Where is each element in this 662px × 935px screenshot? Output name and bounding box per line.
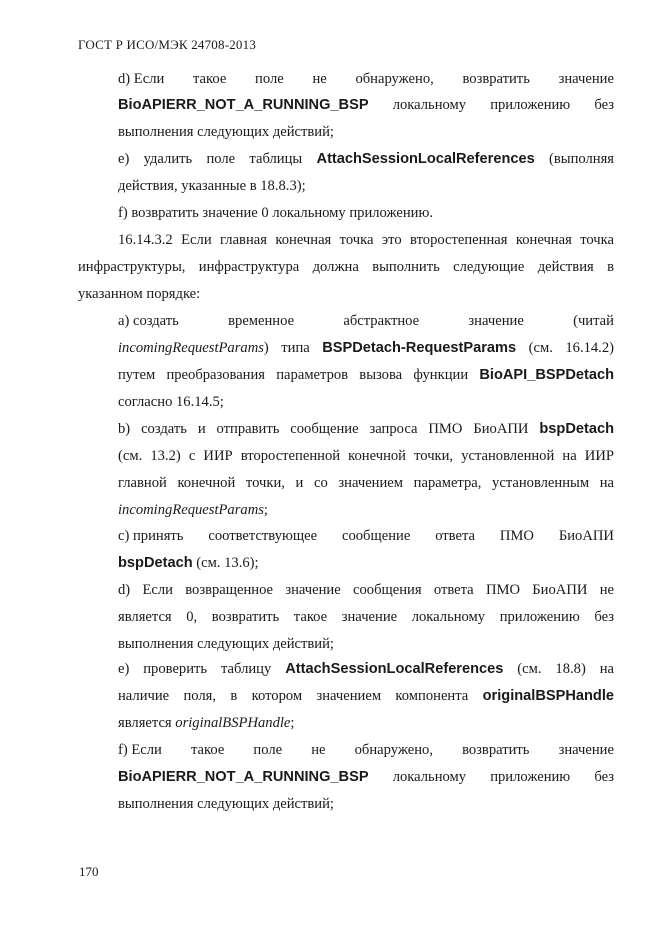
table-name: AttachSessionLocalReferences [316, 151, 535, 167]
line-c-1: c) принять соответствующее сообщение ответа ПМО БиоАПИ [118, 528, 614, 544]
line-b-1: b) создать и отправить сообщение запроса ПМО БиоАПИ bspDetach [118, 421, 614, 437]
error-code: BioAPIERR_NOT_A_RUNNING_BSP [118, 97, 369, 113]
function-name: BioAPI_BSPDetach [479, 367, 614, 383]
error-code: BioAPIERR_NOT_A_RUNNING_BSP [118, 769, 369, 785]
line-b-2: (см. 13.2) с ИИР второстепенной конечной точки, установленной на ИИР [118, 448, 614, 464]
line-f2-3: выполнения следующих действий; [118, 796, 334, 812]
line-a-4: согласно 16.14.5; [118, 394, 224, 410]
line-e2-3: является originalBSPHandle; [118, 715, 295, 731]
clause-line-2: инфраструктуры, инфраструктура должна выполнить следующие действия в [78, 259, 614, 275]
line-c-2: bspDetach (см. 13.6); [118, 555, 259, 571]
line-b-3: главной конечной точки, и со значением параметра, установленным на [118, 475, 614, 491]
line-a-3: путем преобразования параметров вызова функции BioAPI_BSPDetach [118, 367, 614, 383]
clause-line-3: указанном порядке: [78, 286, 201, 302]
line-d2-1: d) Если возвращенное значение сообщения ответа ПМО БиоАПИ не [118, 582, 614, 598]
line-d2-3: выполнения следующих действий; [118, 636, 334, 652]
message-name: bspDetach [539, 421, 614, 437]
component-name: originalBSPHandle [482, 688, 614, 704]
line-e-2: действия, указанные в 18.8.3); [118, 178, 306, 194]
standard-header: ГОСТ Р ИСО/МЭК 24708-2013 [78, 37, 257, 52]
line-f2-2: BioAPIERR_NOT_A_RUNNING_BSP локальному приложению без [118, 766, 614, 788]
line-d2-2: является 0, возвратить такое значение локальному приложению без [118, 609, 614, 625]
line-f2-1: f) Если такое поле не обнаружено, возвратить значение [118, 742, 614, 758]
table-name: AttachSessionLocalReferences [285, 661, 504, 677]
line-d-3: выполнения следующих действий; [118, 124, 334, 140]
line-a-2: incomingRequestParams) типа BSPDetach-RequestParams (см. 16.14.2) [118, 340, 614, 356]
line-d-2: BioAPIERR_NOT_A_RUNNING_BSP локальному приложению без [118, 94, 614, 116]
line-d-1: d) Если такое поле не обнаружено, возвратить значение [118, 71, 614, 87]
page-number: 170 [79, 864, 99, 879]
line-f: f) возвратить значение 0 локальному приложению. [118, 205, 434, 221]
line-e2-2: наличие поля, в котором значением компонента originalBSPHandle [118, 688, 614, 704]
type-name: BSPDetach-RequestParams [322, 340, 517, 356]
clause-line-1: 16.14.3.2 Если главная конечная точка это второстепенная конечная точка [118, 232, 614, 248]
line-e2-1: e) проверить таблицу AttachSessionLocalReferences (см. 18.8) на [118, 661, 615, 677]
line-a-1: a) создать временное абстрактное значение (читай [118, 313, 614, 329]
line-b-4: incomingRequestParams; [118, 502, 268, 518]
line-e-1: e) удалить поле таблицы AttachSessionLocalReferences (выполняя [118, 151, 614, 167]
message-name: bspDetach [118, 555, 193, 571]
